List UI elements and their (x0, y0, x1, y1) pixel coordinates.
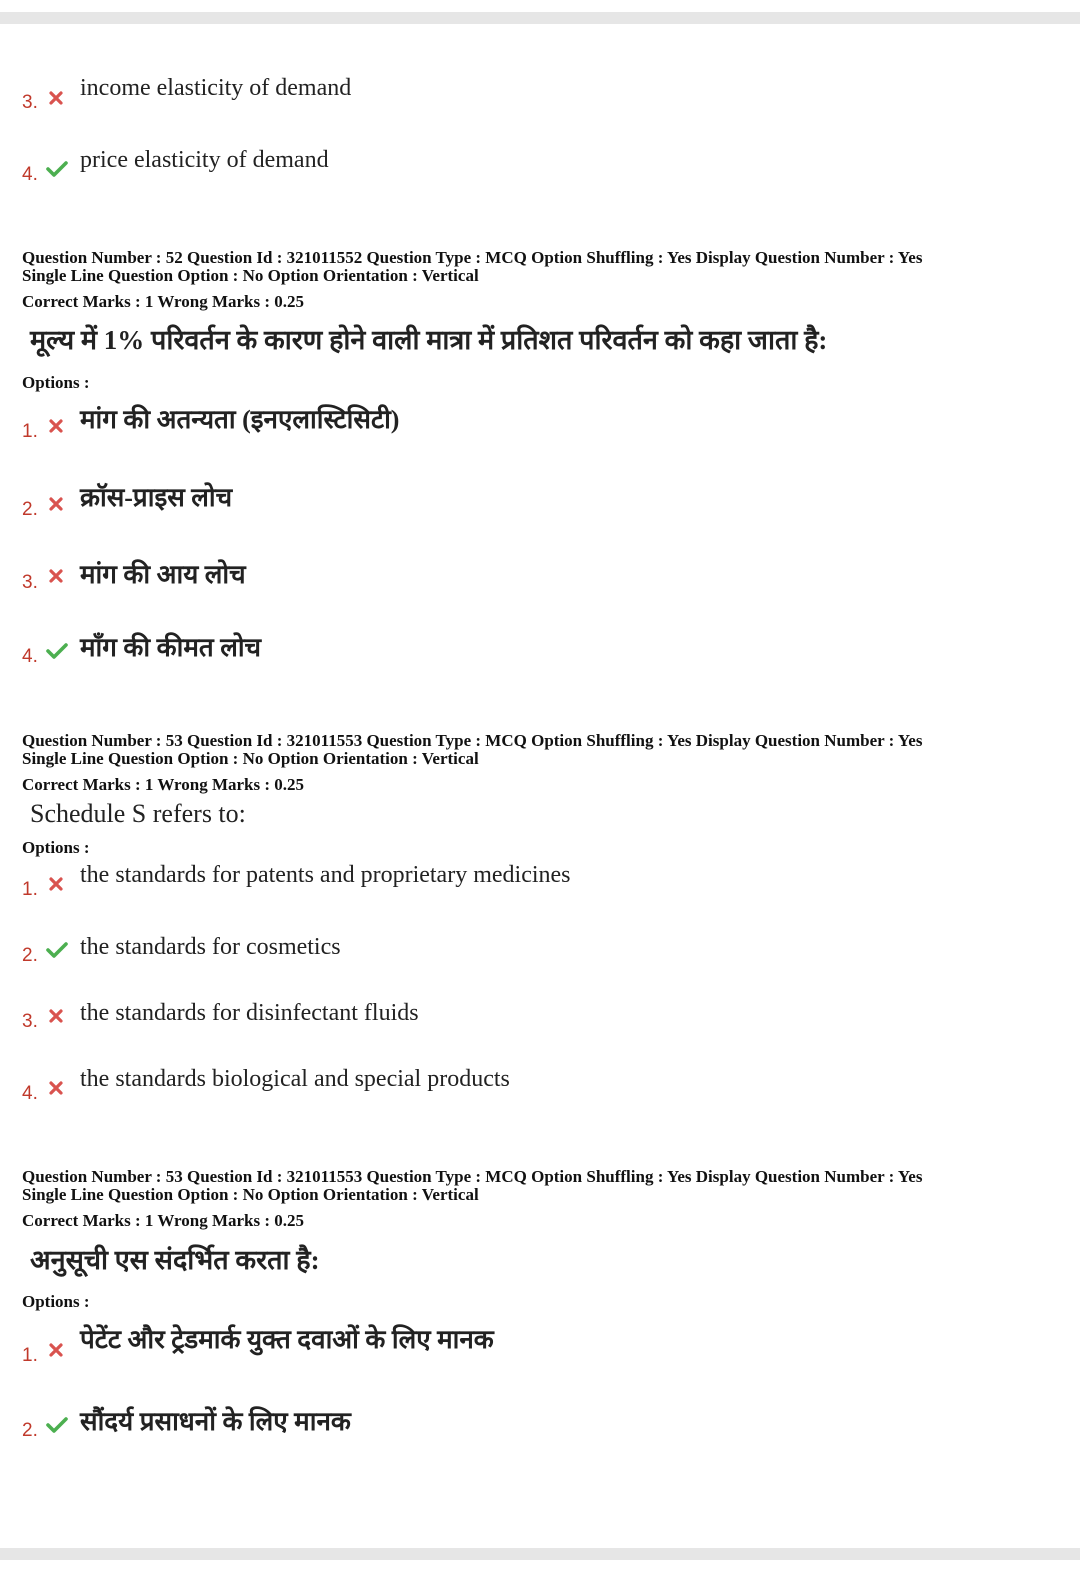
wrong-cross-icon (49, 419, 63, 433)
wrong-cross-icon (49, 1009, 63, 1023)
question-text: Schedule S refers to: (30, 799, 246, 828)
wrong-cross-icon (49, 1343, 63, 1357)
wrong-cross-icon (49, 497, 63, 511)
question-marks: Correct Marks : 1 Wrong Marks : 0.25 (22, 292, 305, 311)
option-text: पेटेंट और ट्रेडमार्क युक्त दवाओं के लिए मानक (80, 1325, 494, 1354)
option-number: 4. (22, 164, 38, 185)
question-meta-line2: Single Line Question Option : No Option Orientation : Vertical (22, 266, 479, 285)
question-marks: Correct Marks : 1 Wrong Marks : 0.25 (22, 1211, 305, 1230)
option-number: 3. (22, 572, 38, 593)
bottom-divider (0, 1548, 1080, 1560)
option-text: मांग की आय लोच (80, 560, 246, 589)
option-text: price elasticity of demand (80, 147, 329, 173)
option-number: 4. (22, 646, 38, 667)
options-label: Options : (22, 373, 90, 392)
wrong-cross-icon (49, 877, 63, 891)
option-number: 2. (22, 499, 38, 520)
wrong-cross-icon (49, 1081, 63, 1095)
option-number: 2. (22, 945, 38, 966)
correct-check-icon (46, 941, 68, 959)
option-text: सौंदर्य प्रसाधनों के लिए मानक (80, 1407, 351, 1436)
wrong-cross-icon (49, 569, 63, 583)
option-text: the standards for patents and proprietary medicines (80, 862, 571, 888)
question-meta-line2: Single Line Question Option : No Option Orientation : Vertical (22, 749, 479, 768)
option-text: the standards biological and special products (80, 1066, 510, 1092)
option-text: माँग की कीमत लोच (80, 633, 262, 662)
question-meta-line1: Question Number : 53 Question Id : 321011553 Question Type : MCQ Option Shuffling : Yes Display Question Number : Yes (22, 731, 923, 750)
option-text: the standards for cosmetics (80, 934, 341, 960)
option-number: 3. (22, 92, 38, 113)
option-text: the standards for disinfectant fluids (80, 1000, 419, 1026)
question-meta-line1: Question Number : 52 Question Id : 321011552 Question Type : MCQ Option Shuffling : Yes Display Question Number : Yes (22, 248, 923, 267)
option-text: मांग की अतन्यता (इनएलास्टिसिटी) (80, 405, 400, 434)
correct-check-icon (46, 160, 68, 178)
option-number: 1. (22, 879, 38, 900)
option-number: 2. (22, 1420, 38, 1441)
option-number: 3. (22, 1011, 38, 1032)
option-number: 1. (22, 1345, 38, 1366)
question-meta-line2: Single Line Question Option : No Option Orientation : Vertical (22, 1185, 479, 1204)
question-meta-line1: Question Number : 53 Question Id : 321011553 Question Type : MCQ Option Shuffling : Yes Display Question Number : Yes (22, 1167, 923, 1186)
option-number: 1. (22, 421, 38, 442)
question-marks: Correct Marks : 1 Wrong Marks : 0.25 (22, 775, 305, 794)
option-text: क्रॉस-प्राइस लोच (80, 483, 233, 512)
question-text: मूल्य में 1% परिवर्तन के कारण होने वाली मात्रा में प्रतिशत परिवर्तन को कहा जाता है: (30, 325, 828, 355)
wrong-cross-icon (49, 91, 63, 105)
question-text: अनुसूची एस संदर्भित करता है: (30, 1245, 320, 1275)
options-label: Options : (22, 838, 90, 857)
options-label: Options : (22, 1292, 90, 1311)
option-text: income elasticity of demand (80, 75, 352, 101)
top-divider (0, 12, 1080, 24)
option-number: 4. (22, 1083, 38, 1104)
correct-check-icon (46, 642, 68, 660)
correct-check-icon (46, 1416, 68, 1434)
